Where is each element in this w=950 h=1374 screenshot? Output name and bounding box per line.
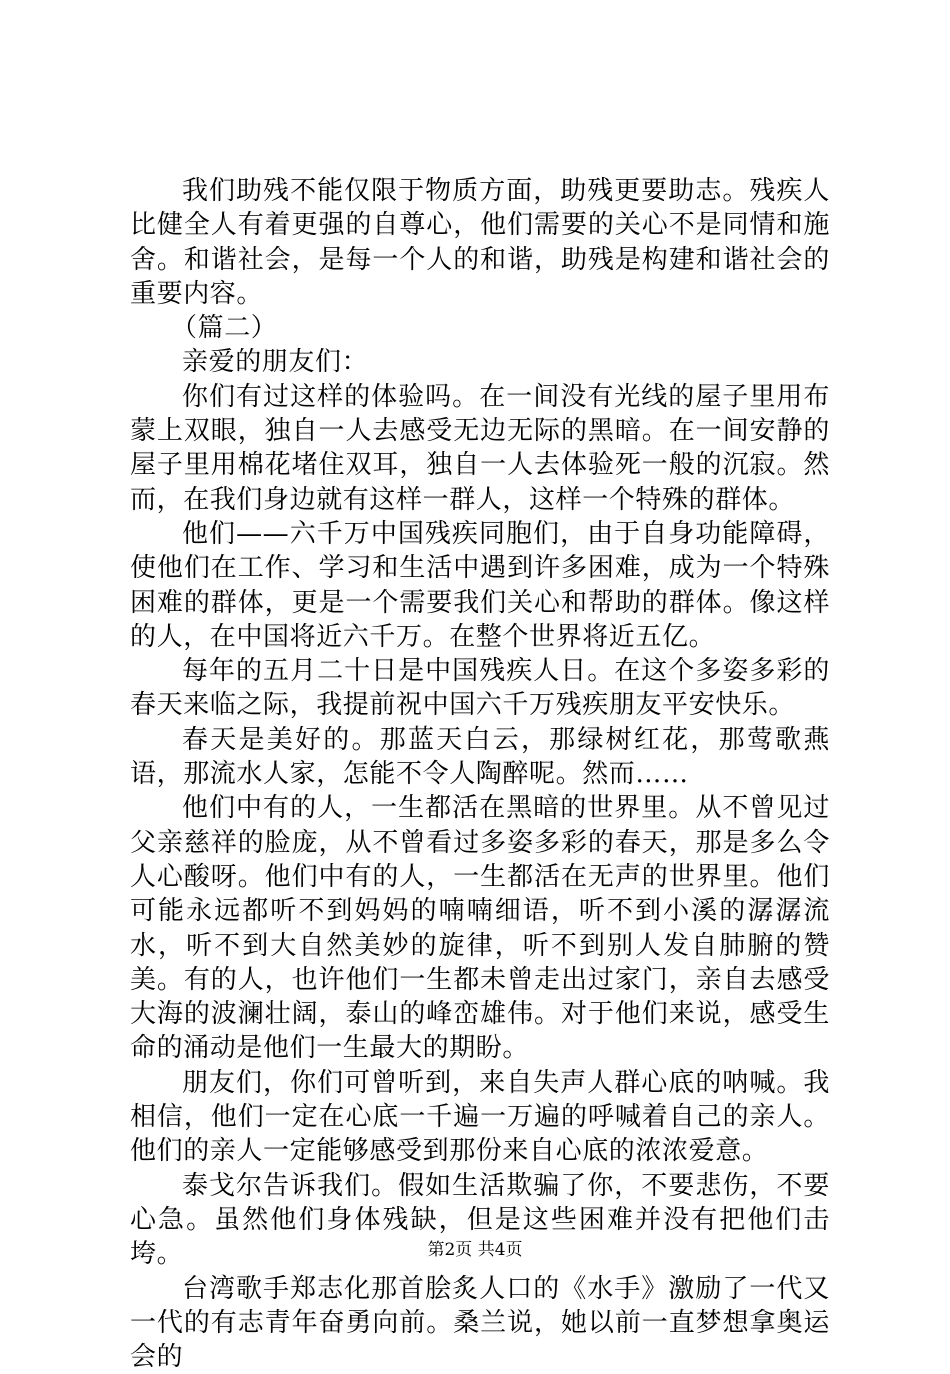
paragraph-7: 朋友们，你们可曾听到，来自失声人群心底的呐喊。我相信，他们一定在心底一千遍一万遍的呼喊着自己的亲人。他们的亲人一定能够感受到那份来自心底的浓浓爱意。 (130, 1066, 830, 1169)
paragraph-3: 他们——六千万中国残疾同胞们，由于自身功能障碍，使他们在工作、学习和生活中遇到许多困难，成为一个特殊困难的群体，更是一个需要我们关心和帮助的群体。像这样的人，在中国将近六千万。在整个世界将近五亿。 (130, 517, 830, 654)
salutation: 亲爱的朋友们： (130, 345, 830, 379)
paragraph-4: 每年的五月二十日是中国残疾人日。在这个多姿多彩的春天来临之际，我提前祝中国六千万残疾朋友平安快乐。 (130, 654, 830, 723)
page-footer: 第2页 共4页 (0, 1238, 950, 1262)
paragraph-2: 你们有过这样的体验吗。在一间没有光线的屋子里用布蒙上双眼，独自一人去感受无边无际的黑暗。在一间安静的屋子里用棉花堵住双耳，独自一人去体验死一般的沉寂。然而，在我们身边就有这样一群人，这样一个特殊的群体。 (130, 380, 830, 517)
paragraph-5: 春天是美好的。那蓝天白云，那绿树红花，那莺歌燕语，那流水人家，怎能不令人陶醉呢。然而…… (130, 723, 830, 792)
paragraph-1: 我们助残不能仅限于物质方面，助残更要助志。残疾人比健全人有着更强的自尊心，他们需要的关心不是同情和施舍。和谐社会，是每一个人的和谐，助残是构建和谐社会的重要内容。 (130, 174, 830, 311)
paragraph-6: 他们中有的人，一生都活在黑暗的世界里。从不曾见过父亲慈祥的脸庞，从不曾看过多姿多彩的春天，那是多么令人心酸呀。他们中有的人，一生都活在无声的世界里。他们可能永远都听不到妈妈的喃喃细语，听不到小溪的潺潺流水，听不到大自然美妙的旋律，听不到别人发自肺腑的赞美。有的人，也许他们一生都未曾走出过家门，亲自去感受大海的波澜壮阔，泰山的峰峦雄伟。对于他们来说，感受生命的涌动是他们一生最大的期盼。 (130, 791, 830, 1065)
paragraph-8: 泰戈尔告诉我们。假如生活欺骗了你，不要悲伤，不要心急。虽然他们身体残缺，但是这些困难并没有把他们击垮。 (130, 1169, 830, 1272)
paragraph-9: 台湾歌手郑志化那首脍炙人口的《水手》激励了一代又一代的有志青年奋勇向前。桑兰说，她以前一直梦想拿奥运会的 (130, 1272, 830, 1374)
document-body (130, 174, 830, 1374)
section-heading: （篇二） (130, 311, 830, 345)
